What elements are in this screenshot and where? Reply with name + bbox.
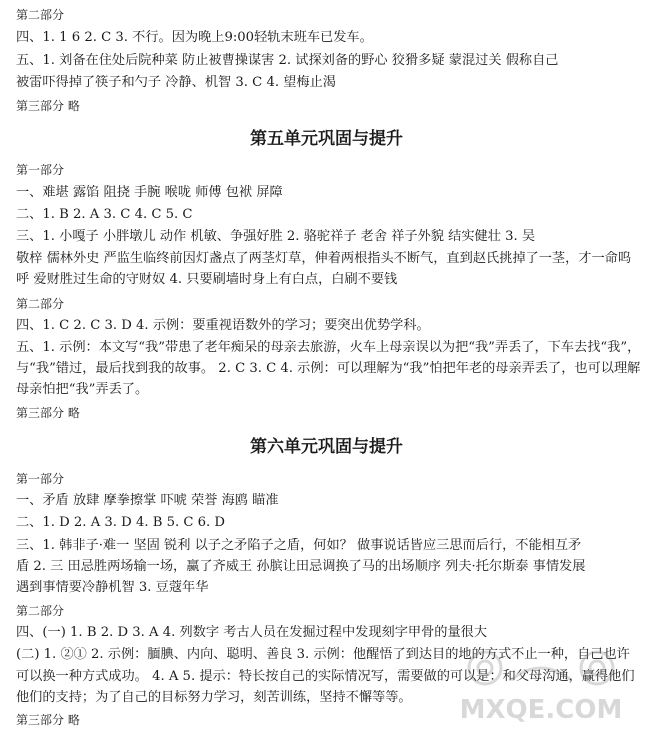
answer-line: 四、(一) 1. B 2. D 3. A 4. 列数字 考古人员在发掘过程中发现刻字甲骨的量很大 [16,625,488,640]
answer-line: 一、难堪 露馅 阻挠 手腕 喉咙 师傅 包袱 屏障 [16,185,283,200]
section-label: 第三部分 略 [16,406,80,420]
unit-five-heading: 第五单元巩固与提升 [250,129,403,149]
answer-line: 他们的支持；为了自己的目标努力学习，刻苦训练，坚持不懈等等。 [16,690,412,705]
answer-line: 敬梓 儒林外史 严监生临终前因灯盏点了两茎灯草，伸着两根指头不断气，直到赵氏挑掉了一茎，才一命呜 [16,251,632,266]
answer-line: 三、1. 小嘎子 小胖墩儿 动作 机敏、争强好胜 2. 骆驼祥子 老舍 祥子外貌 结实健壮 3. 吴 [16,229,536,244]
answer-line: 遇到事情要冷静机智 3. 豆蔻年华 [16,580,209,595]
section-label: 第二部分 [16,8,65,22]
section-label: 第三部分 略 [16,99,80,113]
answer-line: 母亲怕把“我”弄丢了。 [16,382,149,397]
watermark-logo [441,646,641,726]
answer-line: 五、1. 示例：本文写“我”带患了老年痴呆的母亲去旅游，火车上母亲误以为把“我”弄丢了，下车去找“我”， [16,340,641,355]
answer-line: 一、矛盾 放肆 摩拳擦掌 吓唬 荣誉 海鸥 瞄准 [16,493,279,508]
answer-line: (二) 1. ②① 2. 示例：腼腆、内向、聪明、善良 3. 示例：他醒悟了到达目的地的方式不止一种，自己也许 [16,647,630,662]
section-label: 第一部分 [16,163,65,177]
answer-line: 可以换一种方式成功。 4. A 5. 提示：特长按自己的实际情况写，需要做的可以是：和父母沟通，赢得他们 [16,669,635,684]
answer-line: 与“我”错过，最后找到我的故事。 2. C 3. C 4. 示例：可以理解为“我”怕把年老的母亲弄丢了，也可以理解 [16,361,641,376]
answer-line: 二、1. D 2. A 3. D 4. B 5. C 6. D [16,515,226,530]
answer-line: 五、1. 刘备在住处后院种菜 防止被曹操谋害 2. 试探刘备的野心 狡猾多疑 蒙混过关 假称自己 [16,53,559,68]
answer-line: 被雷吓得掉了筷子和勺子 冷静、机智 3. C 4. 望梅止渴 [16,75,336,90]
unit-six-heading: 第六单元巩固与提升 [250,437,403,457]
section-label: 第二部分 [16,604,65,618]
answer-line: 四、1. C 2. C 3. D 4. 示例：要重视语数外的学习；要突出优势学科。 [16,318,430,333]
answer-line: 三、1. 韩非子·难一 坚固 锐利 以子之矛陷子之盾，何如？ 做事说话皆应三思而后行，不能相互矛 [16,538,582,553]
answer-line: 四、1. 1 6 2. C 3. 不行。因为晚上9:00轻轨末班车已发车。 [16,30,373,45]
answer-line: 二、1. B 2. A 3. C 4. C 5. C [16,207,193,222]
section-label: 第一部分 [16,472,65,486]
answer-line: 盾 2. 三 田忌胜两场输一场，赢了齐威王 孙膑让田忌调换了马的出场顺序 列夫·托尔斯泰 事情发展 [16,559,586,574]
watermark-text: MXQE.COM [459,695,623,725]
answer-line: 呼 爱财胜过生命的守财奴 4. 只要刷墙时身上有白点，白刷不要钱 [16,272,398,287]
section-label: 第二部分 [16,297,65,311]
section-label: 第三部分 略 [16,713,80,727]
